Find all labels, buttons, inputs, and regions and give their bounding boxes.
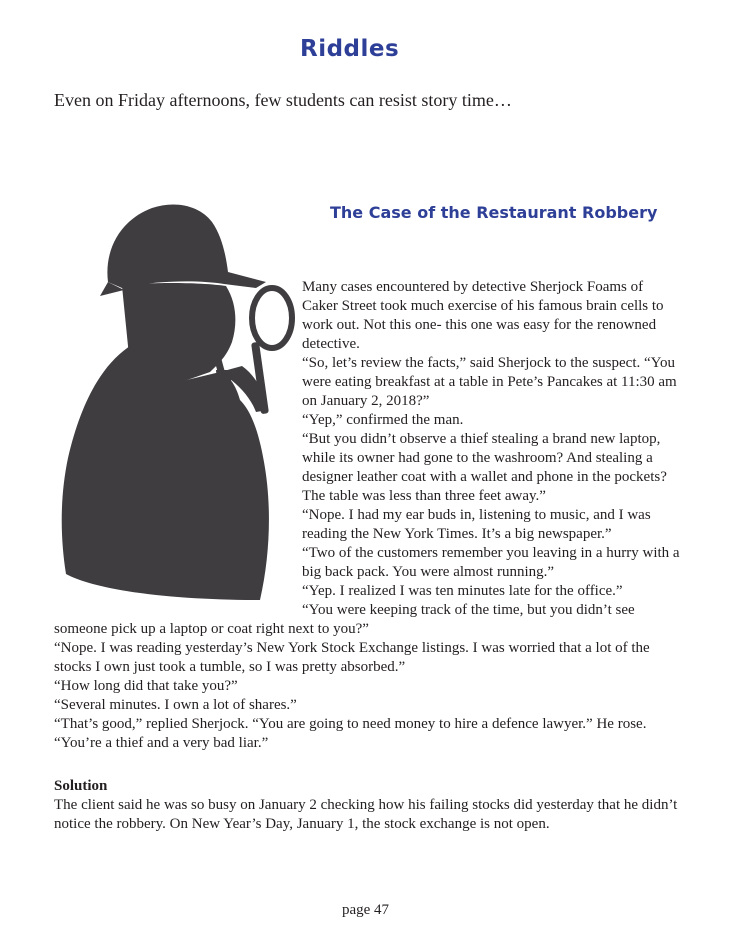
page-number: page 47 [341, 902, 390, 918]
story-paragraph: “Two of the customers remember you leaving in a hurry with a big back pack. You were almost running.” [302, 545, 680, 580]
solution-text: The client said he was so busy on January 2 checking how his failing stocks did yesterday that he didn’t notice the robbery. On New Year’s Day, January 1, the stock exchange is not open. [54, 797, 678, 832]
solution-heading: Solution [54, 778, 108, 794]
story-paragraph: “Several minutes. I own a lot of shares.” [54, 697, 297, 713]
story-paragraph: “You were keeping track of the time, but you didn’t see someone pick up a laptop or coat right next to you?” [54, 602, 635, 637]
story-paragraph: Many cases encountered by detective Sherjock Foams of Caker Street took much exercise of his famous brain cells to work out. Not this one- this one was easy for the renowned detective. [302, 279, 664, 352]
story-paragraph: “But you didn’t observe a thief stealing a brand new laptop, while its owner had gone to the washroom? And stealing a designer leather coat with a wallet and phone in the pockets? The table was less than three feet away.” [302, 431, 667, 504]
intro-text: Even on Friday afternoons, few students can resist story time… [54, 90, 512, 110]
story-paragraph: “How long did that take you?” [54, 678, 238, 694]
story-paragraph: “So, let’s review the facts,” said Sherjock to the suspect. “You were eating breakfast at a table in Pete’s Pancakes at 11:30 am on January 2, 2018?” [302, 355, 677, 409]
illustration-wrap [54, 278, 302, 602]
story-paragraph: “That’s good,” replied Sherjock. “You are going to need money to hire a defence lawyer.” He rose. “You’re a thief and a very bad liar.” [54, 716, 647, 751]
story-paragraph: “Nope. I had my ear buds in, listening to music, and I was reading the New York Times. It’s a big newspaper.” [302, 507, 651, 542]
solution-section [54, 777, 680, 834]
story-title: The Case of the Restaurant Robbery [330, 203, 658, 222]
story-paragraph: “Yep,” confirmed the man. [302, 412, 464, 428]
page-title: Riddles [300, 36, 400, 62]
story-paragraph: “Yep. I realized I was ten minutes late for the office.” [302, 583, 623, 599]
story-paragraph: “Nope. I was reading yesterday’s New York Stock Exchange listings. I was worried that a lot of the stocks I own just took a tumble, so I was pretty absorbed.” [54, 640, 650, 675]
story-body [54, 278, 680, 753]
